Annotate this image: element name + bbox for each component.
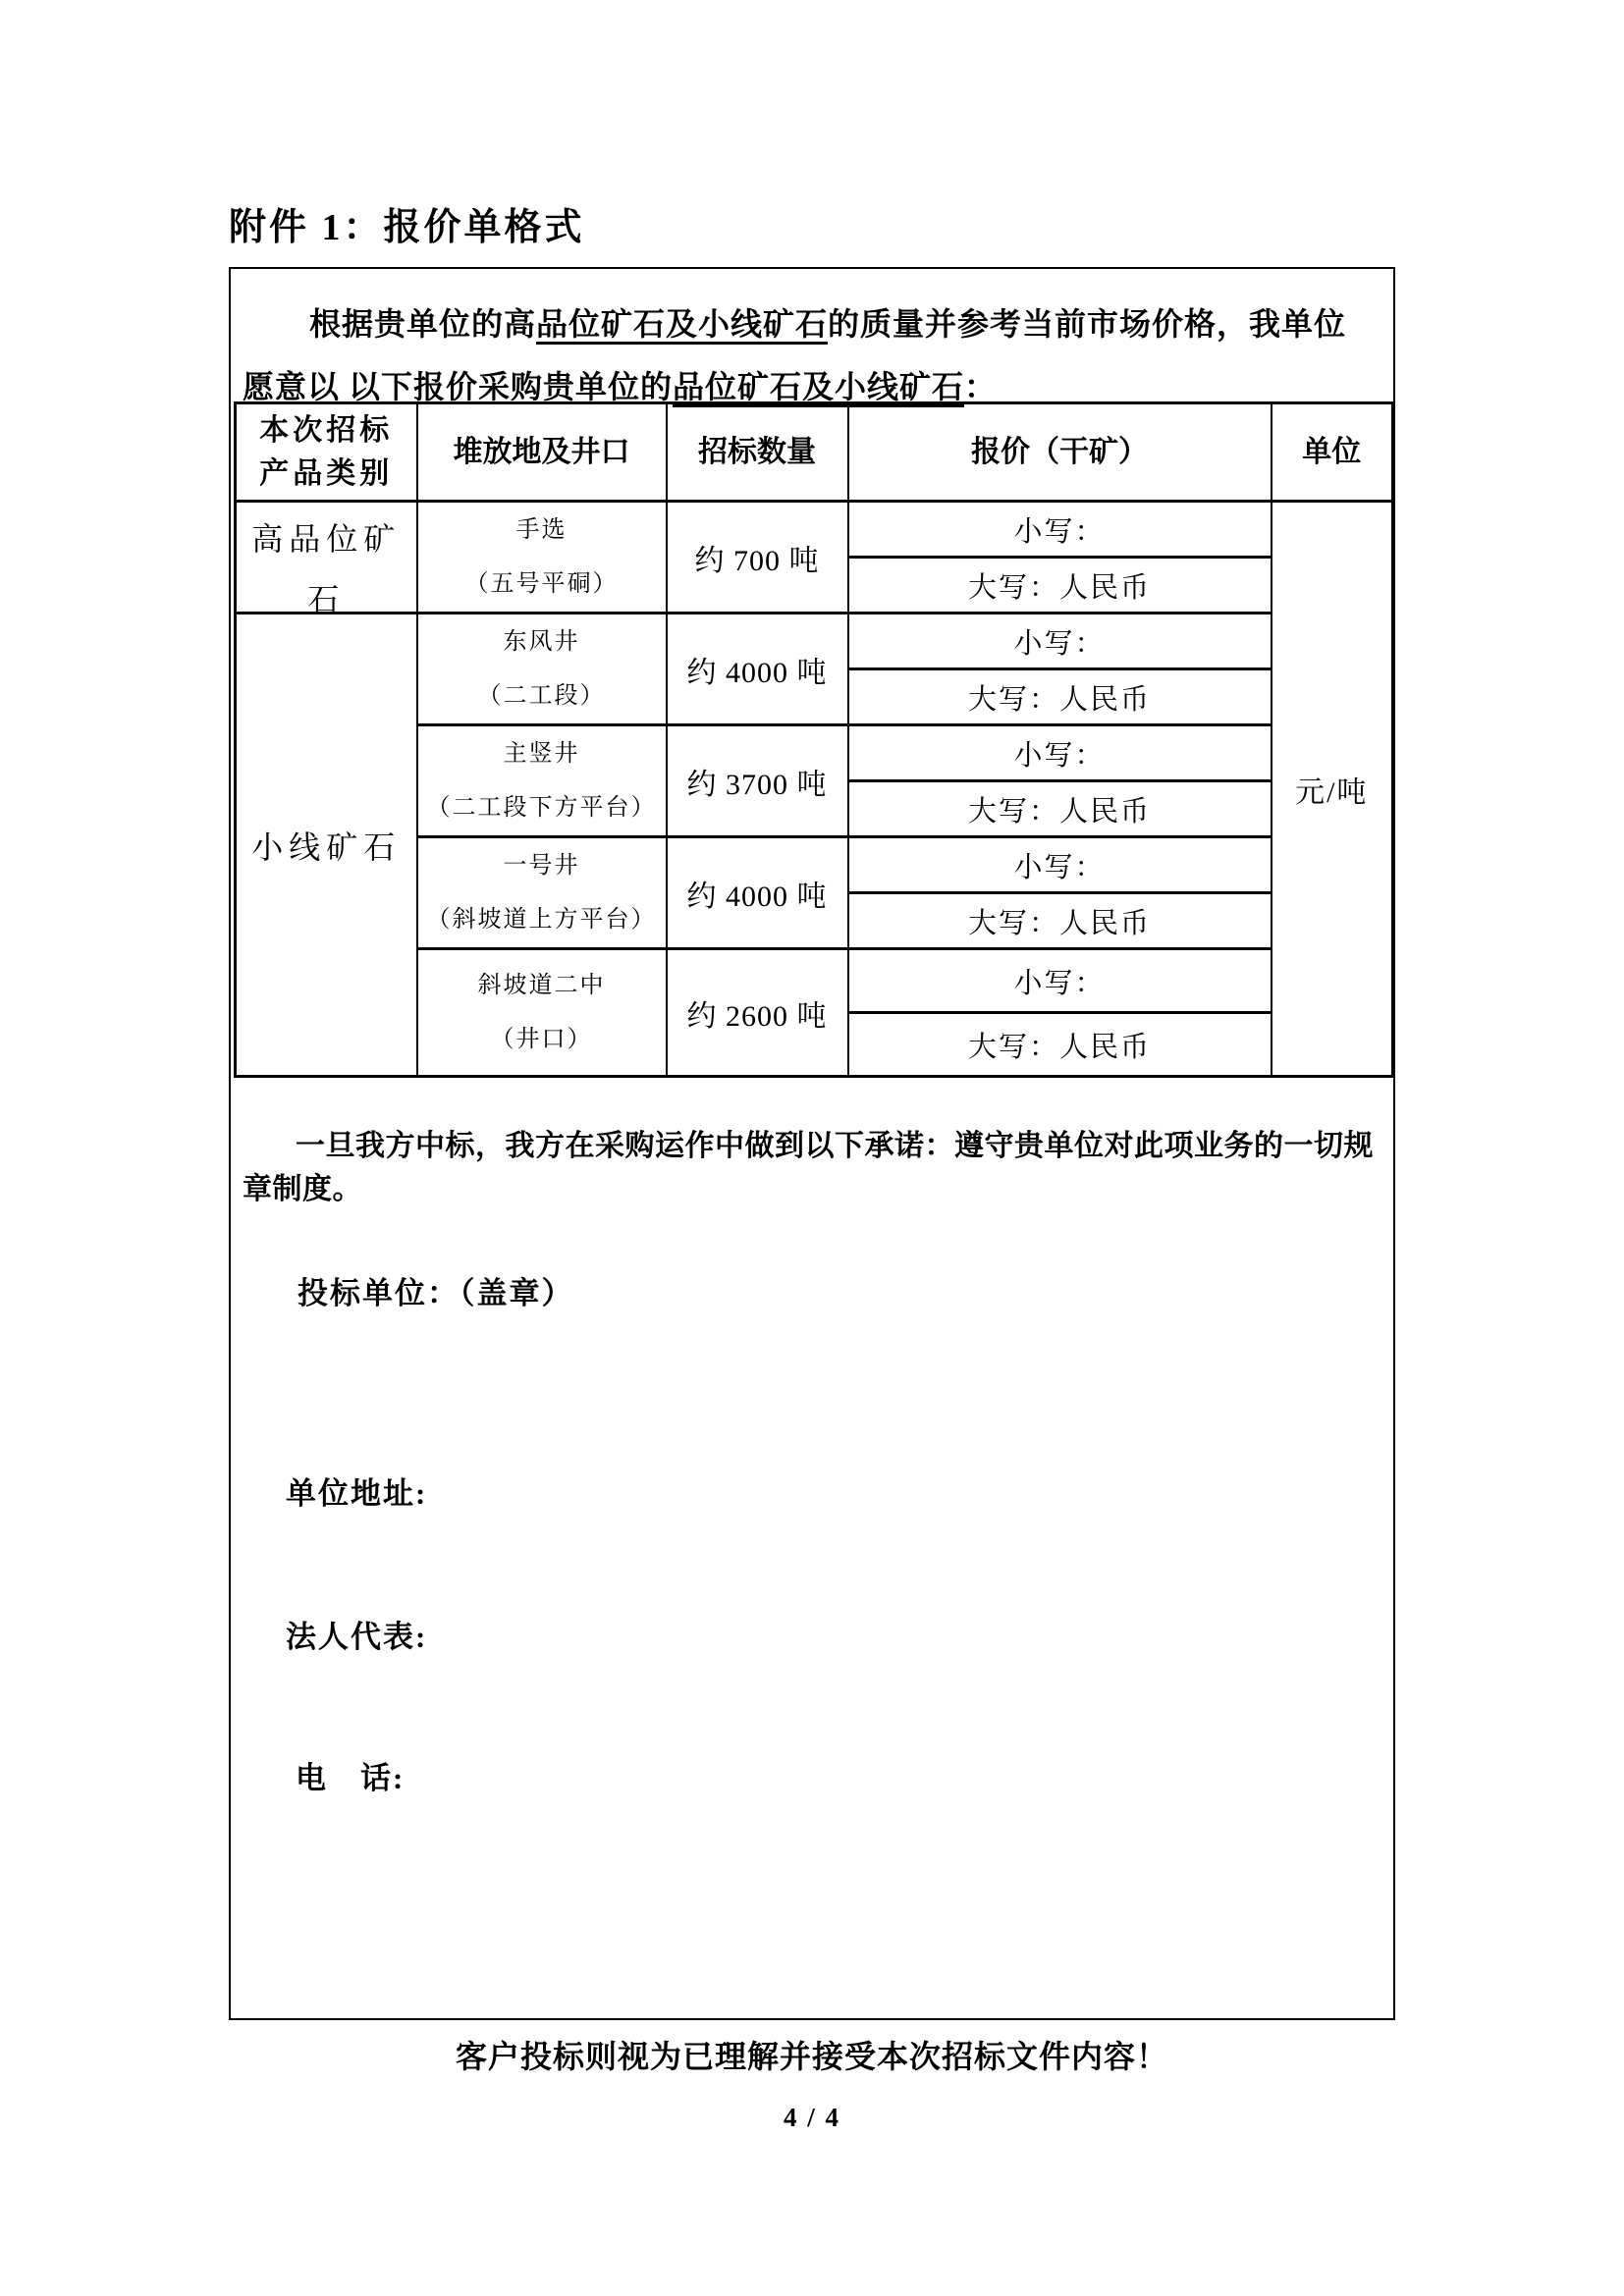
table-header-row — [236, 403, 1393, 502]
location-name: 东风井 — [503, 628, 580, 655]
quotation-table — [234, 401, 1394, 1078]
quotation-box — [229, 267, 1395, 2020]
col-header-label: 本次招标产品类别 — [259, 413, 394, 490]
intro-underlined-text: 品位矿石及小线矿石 — [536, 306, 828, 345]
price-uppercase-cell: 大写：人民币 — [848, 558, 1272, 614]
location-sub: （井口） — [490, 1026, 593, 1052]
quantity-cell: 约 2600 吨 — [667, 949, 848, 1077]
category-cell-small-line: 小线矿石 — [236, 614, 417, 1077]
quantity-cell: 约 700 吨 — [667, 502, 848, 614]
col-header-category — [236, 403, 417, 502]
location-sub: （二工段下方平台） — [426, 794, 657, 821]
intro-line-1 — [243, 293, 1380, 355]
page-number: 4 / 4 — [783, 2103, 840, 2132]
price-lowercase-cell: 小写： — [848, 614, 1272, 669]
location-name: 一号井 — [503, 852, 580, 879]
location-cell — [417, 837, 667, 949]
page-title: 附件 1：报价单格式 — [229, 207, 585, 248]
intro-underlined-text: 品位矿石及小线矿石 — [673, 369, 964, 407]
location-sub: （五号平硐） — [464, 570, 619, 597]
location-sub: （斜坡道上方平台） — [426, 906, 657, 933]
price-lowercase-cell: 小写： — [848, 502, 1272, 558]
price-lowercase-cell: 小写： — [848, 837, 1272, 893]
location-name: 主竖井 — [503, 740, 580, 767]
price-uppercase-cell: 大写：人民币 — [848, 893, 1272, 949]
intro-text: 根据贵单位的高 — [309, 306, 537, 342]
unit-cell: 元/吨 — [1272, 502, 1393, 1077]
location-cell — [417, 725, 667, 837]
phone-field-label: 电 话: — [296, 1761, 406, 1795]
bidder-field-label: 投标单位：（盖章） — [298, 1276, 574, 1310]
price-lowercase-cell: 小写： — [848, 725, 1272, 781]
quantity-cell: 约 3700 吨 — [667, 725, 848, 837]
price-uppercase-cell: 大写：人民币 — [848, 1013, 1272, 1077]
location-sub: （二工段） — [477, 682, 606, 709]
intro-paragraph — [243, 293, 1380, 418]
category-label: 高品位矿石 — [251, 521, 402, 617]
location-cell — [417, 949, 667, 1077]
commitment-text: 一旦我方中标，我方在采购运作中做到以下承诺：遵守贵单位对此项业务的一切规章制度。 — [243, 1130, 1374, 1205]
quantity-cell: 约 4000 吨 — [667, 837, 848, 949]
location-cell — [417, 502, 667, 614]
col-header-unit: 单位 — [1272, 403, 1393, 502]
category-cell-high-grade — [236, 502, 417, 617]
price-uppercase-cell: 大写：人民币 — [848, 781, 1272, 837]
legal-rep-field-label: 法人代表: — [286, 1620, 428, 1654]
price-uppercase-cell: 大写：人民币 — [848, 669, 1272, 725]
col-header-price: 报价（干矿） — [848, 403, 1272, 502]
price-lowercase-cell: 小写： — [848, 949, 1272, 1013]
table-row — [236, 502, 1393, 558]
intro-text: ： — [964, 369, 998, 404]
intro-text: 的质量并参考当前市场价格，我单位 — [828, 306, 1347, 342]
location-name: 手选 — [515, 516, 568, 543]
col-header-quantity: 招标数量 — [667, 403, 848, 502]
location-name: 斜坡道二中 — [477, 972, 606, 998]
address-field-label: 单位地址: — [286, 1476, 428, 1511]
location-cell — [417, 614, 667, 725]
quantity-cell: 约 4000 吨 — [667, 614, 848, 725]
footer-note: 客户投标则视为已理解并接受本次招标文件内容！ — [455, 2039, 1168, 2074]
col-header-location: 堆放地及井口 — [417, 403, 667, 502]
intro-text: 愿意以 以下报价采购贵单位的 — [243, 369, 674, 404]
table-row — [236, 614, 1393, 669]
